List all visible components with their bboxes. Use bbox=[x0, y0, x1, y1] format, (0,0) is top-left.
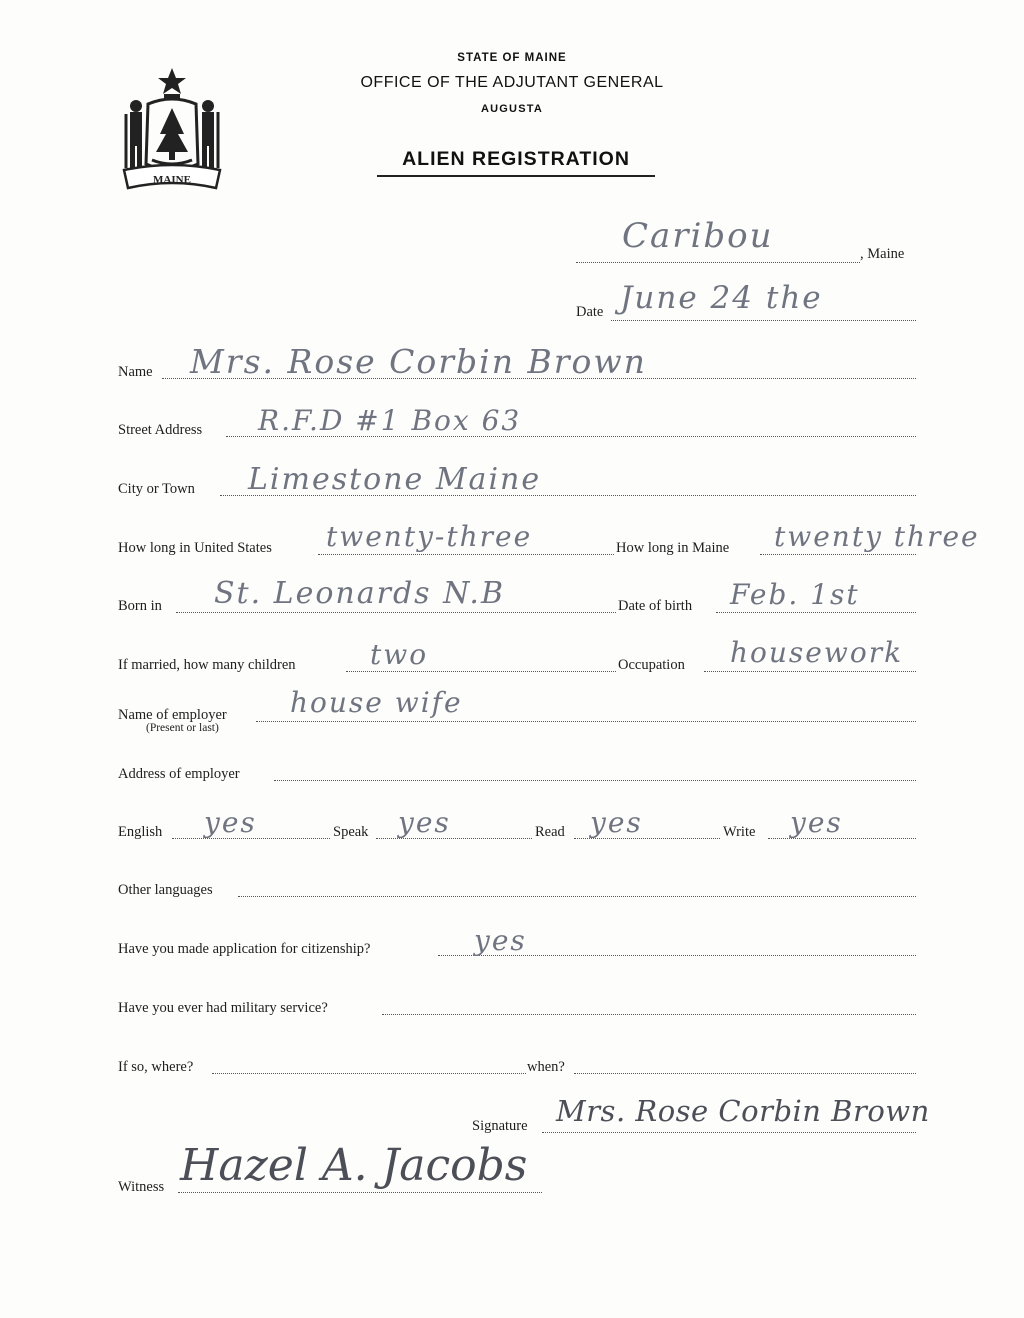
witness-label: Witness bbox=[118, 1179, 165, 1195]
street-address-label: Street Address bbox=[118, 422, 203, 438]
born-in-value: St. Leonards N.B bbox=[214, 576, 506, 611]
born-in-label: Born in bbox=[118, 598, 162, 614]
children-label: If married, how many children bbox=[118, 657, 296, 673]
english-value: yes bbox=[204, 806, 257, 839]
write-value: yes bbox=[790, 806, 843, 839]
office-heading: OFFICE OF THE ADJUTANT GENERAL bbox=[360, 74, 664, 91]
english-label: English bbox=[118, 824, 163, 840]
how-long-us-label: How long in United States bbox=[118, 540, 272, 556]
signature-value: Mrs. Rose Corbin Brown bbox=[556, 1094, 930, 1128]
employer-sublabel: (Present or last) bbox=[146, 722, 219, 734]
how-long-us-value: twenty-three bbox=[326, 520, 533, 553]
town-suffix: , Maine bbox=[860, 246, 905, 262]
occupation-value: housework bbox=[730, 636, 904, 669]
read-label: Read bbox=[535, 824, 565, 840]
citizenship-label: Have you made application for citizenship? bbox=[118, 941, 371, 957]
employer-value: house wife bbox=[290, 686, 463, 719]
how-long-maine-value: twenty three bbox=[774, 520, 980, 553]
date-of-birth-value: Feb. 1st bbox=[730, 578, 860, 611]
children-value: two bbox=[370, 638, 429, 671]
city-town-value: Limestone Maine bbox=[248, 462, 542, 497]
occupation-label: Occupation bbox=[618, 657, 685, 673]
date-of-birth-label: Date of birth bbox=[618, 598, 693, 614]
how-long-maine-label: How long in Maine bbox=[616, 540, 730, 556]
employer-address-label: Address of employer bbox=[118, 766, 240, 782]
name-value: Mrs. Rose Corbin Brown bbox=[190, 342, 647, 381]
state-heading: STATE OF MAINE bbox=[457, 52, 567, 64]
name-label: Name bbox=[118, 364, 153, 380]
speak-label: Speak bbox=[333, 824, 369, 840]
write-label: Write bbox=[723, 824, 756, 840]
where-label: If so, where? bbox=[118, 1059, 194, 1075]
signature-label: Signature bbox=[472, 1118, 528, 1134]
employer-label: Name of employer bbox=[118, 707, 227, 723]
other-languages-label: Other languages bbox=[118, 882, 213, 898]
citizenship-value: yes bbox=[474, 924, 527, 957]
read-value: yes bbox=[590, 806, 643, 839]
town-value: Caribou bbox=[622, 216, 774, 256]
date-label: Date bbox=[576, 304, 604, 320]
speak-value: yes bbox=[398, 806, 451, 839]
street-address-value: R.F.D #1 Box 63 bbox=[258, 404, 522, 437]
seal-banner-text: MAINE bbox=[153, 174, 191, 186]
when-label: when? bbox=[527, 1059, 565, 1075]
form-title: ALIEN REGISTRATION bbox=[377, 148, 655, 177]
city-town-label: City or Town bbox=[118, 481, 195, 497]
military-service-label: Have you ever had military service? bbox=[118, 1000, 328, 1016]
date-value: June 24 the bbox=[620, 280, 823, 316]
witness-value: Hazel A. Jacobs bbox=[180, 1140, 528, 1191]
city-heading: AUGUSTA bbox=[481, 103, 543, 115]
